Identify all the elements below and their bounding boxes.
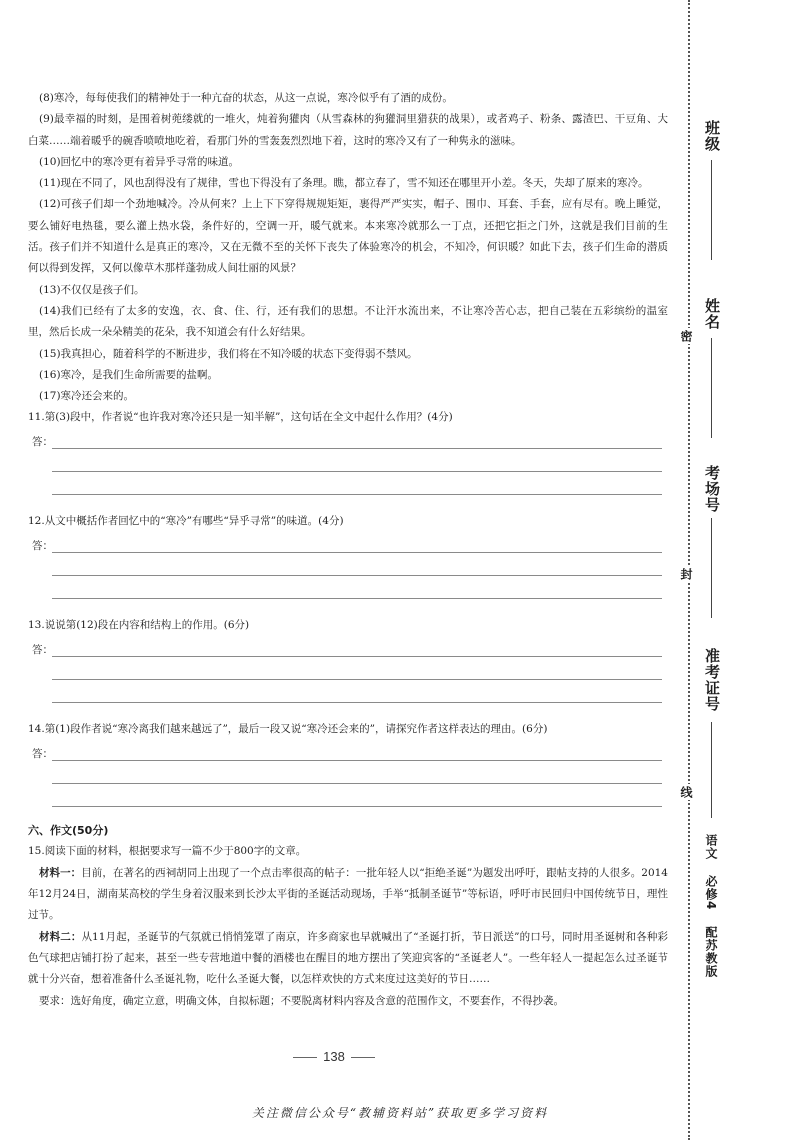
exam-room-fill-line[interactable] <box>711 518 713 618</box>
page-number-row <box>0 1049 668 1064</box>
class-fill-line[interactable] <box>711 160 713 260</box>
passage-paragraph-8: (8)寒冷，每每使我们的精神处于一种亢奋的状态，从这一点说，寒冷似乎有了酒的成份。 <box>39 92 453 104</box>
name-fill-line[interactable] <box>711 338 713 438</box>
passage-paragraph-12: (12)可孩子们却一个劲地喊冷。冷从何来？上上下下穿得规规矩矩，裹得严严实实，帽子、围巾、耳套、手套，应有尽有。晚上睡觉，要么铺好电热毯，要么灌上热水袋，条件好的，空调一开，暖气就来。本来寒冷就那么一丁点，还把它拒之门外，这就是我们目前的生活。孩子们并不知道什么是真正的寒冷，又在无微不至的关怀下丧失了体验寒冷的机会，不知冷，何识暖？如此下去，孩子们生命的潜质何以得到发挥，又何以像草木那样蓬勃成人间壮丽的风景？ <box>28 198 668 275</box>
material-1-label: 材料一： <box>39 866 82 879</box>
answer-lines-11[interactable] <box>52 449 662 495</box>
book-info <box>703 834 720 988</box>
section-6-title: 六、作文(50分) <box>28 824 109 838</box>
passage-paragraph-16: (16)寒冷，是我们生命所需要的盐啊。 <box>39 368 219 381</box>
passage-paragraph-10: (10)回忆中的寒冷更有着异乎寻常的味道。 <box>39 155 240 168</box>
passage-paragraph-17: (17)寒冷还会来的。 <box>39 390 135 403</box>
answer-label: 答： <box>32 540 53 553</box>
question-12: 12.从文中概括作者回忆中的“寒冷”有哪些“异乎寻常”的味道。(4分) <box>28 515 344 528</box>
answer-line[interactable] <box>52 432 662 449</box>
answer-line[interactable] <box>52 536 662 553</box>
answer-line[interactable] <box>52 472 662 495</box>
answer-area-11[interactable] <box>28 427 668 449</box>
material-2-label: 材料二： <box>39 930 82 943</box>
question-15-prompt: 15.阅读下面的材料，根据要求写一篇不少于800字的文章。 <box>28 845 307 858</box>
seal-mark-feng: 封 <box>679 568 693 580</box>
answer-label: 答： <box>32 436 53 449</box>
answer-line[interactable] <box>52 680 662 703</box>
answer-area-14[interactable] <box>28 739 668 761</box>
edition-label: 配苏教版 <box>704 925 718 978</box>
passage-paragraph-13: (13)不仅仅是孩子们。 <box>39 283 145 296</box>
main-content <box>28 88 668 1012</box>
footer-note: 关注微信公众号“教辅资料站”获取更多学习资料 <box>251 1106 549 1120</box>
passage-paragraph-14: (14)我们已经有了太多的安逸，衣、食、住、行，还有我们的思想。不让汗水流出来，不让寒冷苦心志，把自己装在五彩缤纷的温室里，然后长成一朵朵精美的花朵，我不知道会有什么好结果。 <box>28 304 668 339</box>
question-13: 13.说说第(12)段在内容和结构上的作用。(6分) <box>28 619 250 632</box>
answer-area-12[interactable] <box>28 531 668 553</box>
page-number: 138 <box>323 1049 345 1064</box>
name-label: 姓名 <box>703 298 721 330</box>
answer-line[interactable] <box>52 640 662 657</box>
answer-lines-13[interactable] <box>52 657 662 703</box>
answer-line[interactable] <box>52 657 662 680</box>
dash-right <box>351 1057 375 1058</box>
material-2-text: 从11月起，圣诞节的气氛就已悄悄笼罩了南京，许多商家也早就喊出了“圣诞打折，节日派送”的口号，同时用圣诞树和各种彩色气球把店铺打扮了起来，甚至一些专营地道中餐的酒楼也在醒目的地方摆出了笑迎宾客的“圣诞老人”。一些年轻人一提起怎么过圣诞节就十分兴奋，想着准备什么圣诞礼物，吃什么圣诞大餐，以怎样欢快的方式来度过这美好的节日…… <box>28 930 668 986</box>
passage-paragraph-15: (15)我真担心，随着科学的不断进步，我们将在不知冷暖的状态下变得弱不禁风。 <box>39 347 418 360</box>
dash-left <box>293 1057 317 1058</box>
answer-lines-14[interactable] <box>52 761 662 807</box>
material-2 <box>28 927 668 991</box>
answer-line[interactable] <box>52 744 662 761</box>
answer-label: 答： <box>32 748 53 761</box>
writing-requirement: 要求：选好角度，确定立意，明确文体，自拟标题；不要脱离材料内容及含意的范围作文，不要套作，不得抄袭。 <box>39 994 564 1007</box>
question-11: 11.第(3)段中，作者说“也许我对寒冷还只是一知半解”，这句话在全文中起什么作用？(4分) <box>28 411 453 424</box>
passage-paragraph-11: (11)现在不同了，风也刮得没有了规律，雪也下得没有了条理。瞧，都立春了，雪不知还在哪里开小差。冬天，失却了原来的寒冷。 <box>39 177 649 190</box>
answer-label: 答： <box>32 644 53 657</box>
ticket-number-label: 准考证号 <box>703 648 721 712</box>
answer-line[interactable] <box>52 553 662 576</box>
material-1-text: 目前，在著名的西祠胡同上出现了一个点击率很高的帖子：一批年轻人以“拒绝圣诞”为题发出呼吁，跟帖支持的人很多。2014年12月24日，湖南某高校的学生身着汉服来到长沙太平街的圣诞活动现场，手举“抵制圣诞节”等标语，呼吁市民回归中国传统节日，理性过节。 <box>28 866 668 922</box>
answer-line[interactable] <box>52 761 662 784</box>
subject-label: 语文 <box>704 834 718 860</box>
answer-area-13[interactable] <box>28 635 668 657</box>
seal-mark-xian: 线 <box>679 786 693 798</box>
seal-mark-mi: 密 <box>679 330 693 342</box>
material-1 <box>28 863 668 927</box>
ticket-number-fill-line[interactable] <box>711 722 713 818</box>
exam-room-label: 考场号 <box>703 465 721 513</box>
answer-line[interactable] <box>52 576 662 599</box>
answer-line[interactable] <box>52 784 662 807</box>
passage-paragraph-9: (9)最幸福的时刻，是围着树蔸缕就的一堆火，炖着狗獾肉（从雪森林的狗獾洞里猎获的战果），或者鸡子、粉条、露渣巴、干豆角、大白菜……端着暖乎的碗香喷喷地吃着，看那门外的雪轰轰烈烈地下着，这时的寒冷又有了一种隽永的滋味。 <box>28 113 668 147</box>
answer-lines-12[interactable] <box>52 553 662 599</box>
answer-line[interactable] <box>52 449 662 472</box>
question-14: 14.第(1)段作者说“寒冷离我们越来越远了”，最后一段又说“寒冷还会来的”，请探究作者这样表达的理由。(6分) <box>28 723 548 736</box>
class-label: 班级 <box>703 120 721 152</box>
book-volume-label: 必修4 <box>704 875 718 911</box>
